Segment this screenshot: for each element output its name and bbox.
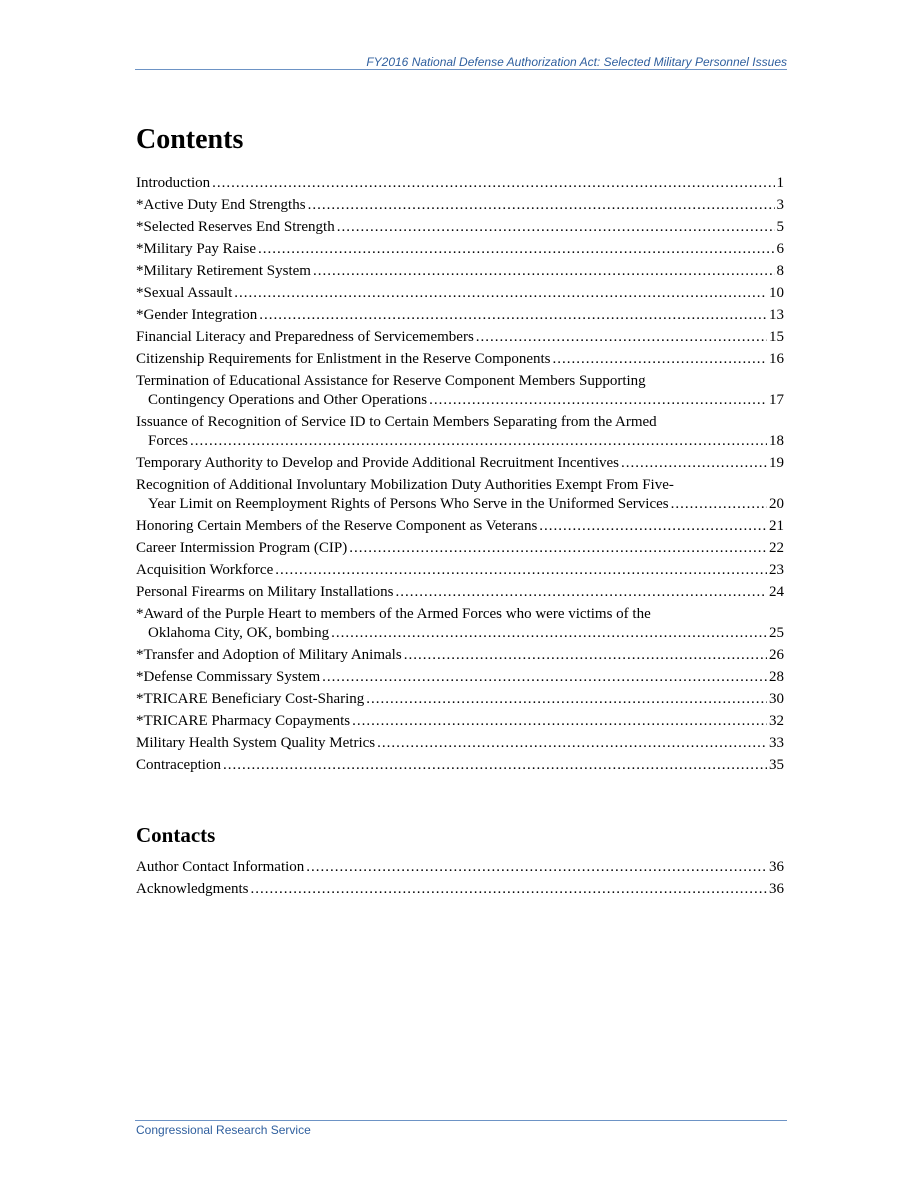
toc-entry[interactable] [136,756,784,775]
toc-page-number: 5 [776,219,784,235]
toc-page-number: 15 [769,329,784,345]
toc-entry-label: Honoring Certain Members of the Reserve Component as Veterans [136,518,538,534]
dot-leader [621,454,767,473]
toc-page-number: 35 [769,757,784,773]
toc-entry-label: *Award of the Purple Heart to members of the Armed Forces who were victims of the [136,606,651,622]
toc-entry[interactable] [136,218,784,237]
dot-leader [553,350,767,369]
toc-entry-label: Introduction [136,175,211,191]
toc-entry[interactable] [136,328,784,347]
toc-entry[interactable] [136,240,784,259]
toc-entry-label: Recognition of Additional Involuntary Mobilization Duty Authorities Exempt From Five- [136,477,674,493]
toc-entry-label: Personal Firearms on Military Installations [136,584,394,600]
contents-list [136,174,784,775]
dot-leader [313,262,775,281]
toc-page-number: 10 [769,285,784,301]
toc-entry-label: *Defense Commissary System [136,669,321,685]
toc-entry-label-continued: Contingency Operations and Other Operations [148,392,428,408]
toc-page-number: 32 [769,713,784,729]
toc-page-number: 33 [769,735,784,751]
dot-leader [258,240,775,259]
toc-entry[interactable] [136,583,784,602]
dot-leader [331,624,767,643]
dot-leader [190,432,767,451]
dot-leader [306,858,767,877]
toc-entry-label: Issuance of Recognition of Service ID to Certain Members Separating from the Armed [136,414,657,430]
running-header: FY2016 National Defense Authorization Act: Selected Military Personnel Issues [366,55,787,69]
dot-leader [212,174,774,193]
toc-page-number: 25 [769,625,784,641]
dot-leader [476,328,767,347]
contacts-heading: Contacts [136,823,216,847]
toc-entry-label: *TRICARE Pharmacy Copayments [136,713,351,729]
toc-page-number: 3 [776,197,784,213]
toc-entry-label: Career Intermission Program (CIP) [136,540,348,556]
toc-entry[interactable] [136,196,784,215]
dot-leader [377,734,767,753]
toc-entry-label: Temporary Authority to Develop and Provide Additional Recruitment Incentives [136,455,620,471]
dot-leader [223,756,767,775]
toc-entry-label: Citizenship Requirements for Enlistment in the Reserve Components [136,351,551,367]
toc-entry-label-continued: Forces [148,433,188,449]
toc-entry[interactable] [136,858,784,877]
dot-leader [275,561,767,580]
dot-leader [671,495,767,514]
toc-entry-label: *Sexual Assault [136,285,233,301]
dot-leader [429,391,767,410]
dot-leader [366,690,767,709]
toc-page-number: 13 [769,307,784,323]
toc-page-number: 16 [769,351,784,367]
toc-entry-label: Termination of Educational Assistance for Reserve Component Members Supporting [136,373,646,389]
dot-leader [337,218,775,237]
toc-entry[interactable] [136,372,784,410]
toc-entry[interactable] [136,517,784,536]
toc-page-number: 17 [769,392,784,408]
toc-entry[interactable] [136,454,784,473]
toc-entry[interactable] [136,476,784,514]
dot-leader [234,284,767,303]
toc-entry[interactable] [136,262,784,281]
toc-entry[interactable] [136,350,784,369]
toc-page-number: 18 [769,433,784,449]
toc-entry-label: *Selected Reserves End Strength [136,219,335,235]
toc-page-number: 36 [769,881,784,897]
dot-leader [308,196,775,215]
toc-entry[interactable] [136,880,784,899]
toc-entry[interactable] [136,690,784,709]
toc-page-number: 21 [769,518,784,534]
dot-leader [322,668,767,687]
toc-entry-label: *TRICARE Beneficiary Cost-Sharing [136,691,365,707]
toc-entry[interactable] [136,646,784,665]
header-rule [135,69,787,70]
toc-page-number: 23 [769,562,784,578]
toc-page-number: 20 [769,496,784,512]
toc-page-number: 24 [769,584,784,600]
contacts-list [136,858,784,899]
toc-entry[interactable] [136,539,784,558]
toc-entry[interactable] [136,174,784,193]
toc-entry[interactable] [136,605,784,643]
toc-page-number: 28 [769,669,784,685]
dot-leader [404,646,767,665]
toc-entry[interactable] [136,561,784,580]
footer-rule [135,1120,787,1121]
toc-entry-label: *Active Duty End Strengths [136,197,306,213]
dot-leader [539,517,767,536]
toc-entry-label-continued: Year Limit on Reemployment Rights of Persons Who Serve in the Uniformed Services [148,496,669,512]
toc-entry-label: *Gender Integration [136,307,258,323]
toc-entry-label-continued: Oklahoma City, OK, bombing [148,625,330,641]
toc-page-number: 22 [769,540,784,556]
toc-entry[interactable] [136,668,784,687]
toc-page-number: 30 [769,691,784,707]
toc-entry-label: *Military Retirement System [136,263,311,279]
toc-entry-label: Financial Literacy and Preparedness of Servicemembers [136,329,474,345]
toc-entry-label: *Transfer and Adoption of Military Animals [136,647,402,663]
toc-entry-label: Author Contact Information [136,859,305,875]
dot-leader [250,880,767,899]
toc-entry[interactable] [136,712,784,731]
toc-page-number: 6 [776,241,784,257]
contents-heading: Contents [136,124,244,155]
toc-entry-label: Military Health System Quality Metrics [136,735,376,751]
toc-page-number: 26 [769,647,784,663]
toc-entry[interactable] [136,284,784,303]
toc-page-number: 19 [769,455,784,471]
toc-entry-label: Acknowledgments [136,881,249,897]
toc-page-number: 1 [776,175,784,191]
toc-page-number: 36 [769,859,784,875]
toc-entry[interactable] [136,734,784,753]
dot-leader [395,583,767,602]
dot-leader [352,712,767,731]
dot-leader [259,306,767,325]
toc-page-number: 8 [776,263,784,279]
toc-entry-label: *Military Pay Raise [136,241,256,257]
dot-leader [349,539,767,558]
footer-source: Congressional Research Service [136,1123,311,1137]
toc-entry-label: Contraception [136,757,221,773]
toc-entry[interactable] [136,413,784,451]
toc-entry-label: Acquisition Workforce [136,562,274,578]
toc-entry[interactable] [136,306,784,325]
